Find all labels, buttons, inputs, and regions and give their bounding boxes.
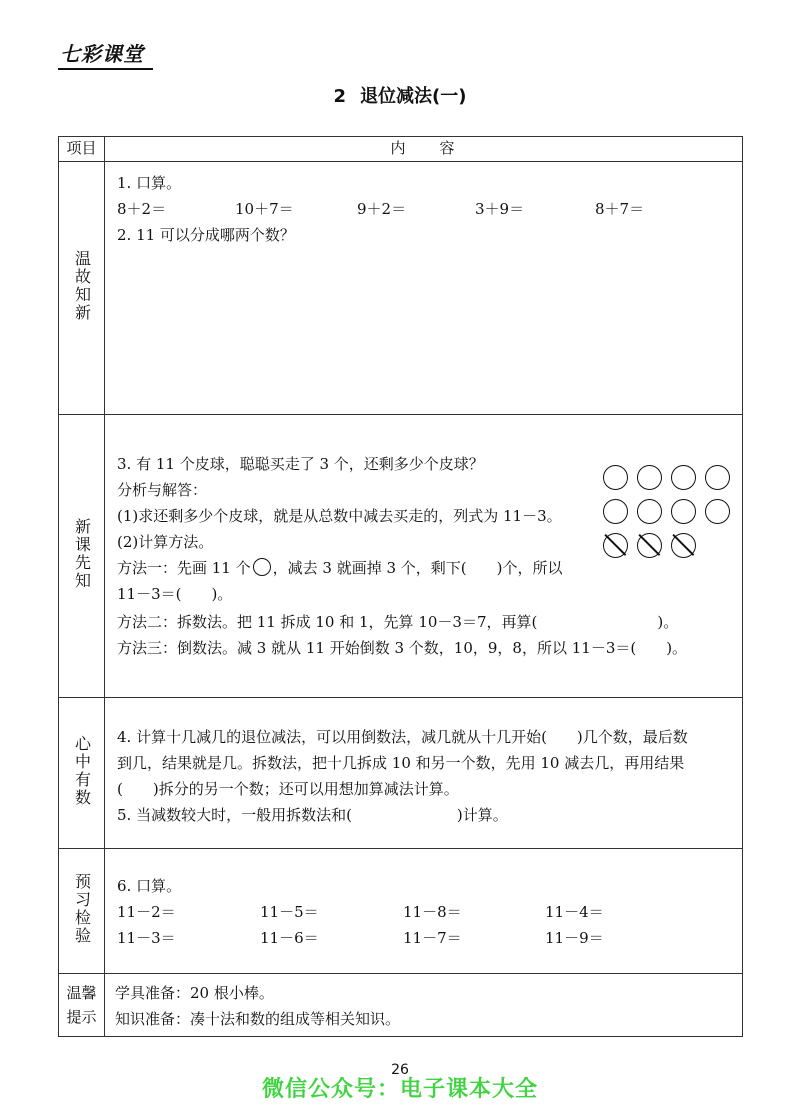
q1-text: 1. 口算。 <box>117 174 182 192</box>
worksheet-table <box>58 136 743 1037</box>
review-content <box>105 162 743 415</box>
tips-label-line-1: 温馨 <box>66 984 97 1002</box>
q1-item-4: 3＋9＝ <box>475 200 525 218</box>
q6-item: 11－8＝ <box>403 903 462 921</box>
tips-label-cell <box>59 974 105 1037</box>
header-content-char-2: 容 <box>439 139 457 157</box>
circle-icon <box>253 558 271 576</box>
preview-label: 新课先知 <box>72 518 92 590</box>
section-title: 退位减法(一) <box>360 86 467 107</box>
header-content-char-1: 内 <box>390 139 408 157</box>
table-header-row <box>59 137 743 162</box>
q4-line-1: 4. 计算十几减几的退位减法，可以用倒数法，减几就从十几开始( )几个数，最后数 <box>117 728 688 746</box>
q4-line-2: 到几，结果就是几。拆数法，把十几拆成 10 和另一个数，先用 10 减去几，再用结果 <box>117 754 685 772</box>
ball-icon <box>637 465 662 490</box>
q6-item: 11－4＝ <box>545 903 604 921</box>
ball-icon <box>705 465 730 490</box>
step1-text: (1)求还剩多少个皮球，就是从总数中减去买走的，列式为 11－3。 <box>117 507 562 525</box>
summary-row <box>59 698 743 849</box>
q4-line-3: ( )拆分的另一个数；还可以用想加算减法计算。 <box>117 780 459 798</box>
check-label: 预习检验 <box>72 873 92 945</box>
review-row <box>59 162 743 415</box>
check-label-cell <box>59 849 105 974</box>
q3-text: 3. 有 11 个皮球，聪聪买走了 3 个，还剩多少个皮球？ <box>117 455 484 473</box>
header-item-cell: 项目 <box>59 137 105 162</box>
q6-item: 11－9＝ <box>545 929 604 947</box>
preview-content <box>105 415 743 698</box>
q6-text: 6. 口算。 <box>117 877 182 895</box>
ball-icon <box>603 465 628 490</box>
method1-text-a: 方法一：先画 11 个 <box>117 559 251 577</box>
method3-text: 方法三：倒数法。减 3 就从 11 开始倒数 3 个数，10，9，8，所以 11－3＝( )。 <box>117 639 688 657</box>
q2-text: 2. 11 可以分成哪两个数？ <box>117 226 295 244</box>
header-content-cell <box>105 137 743 162</box>
watermark: 微信公众号：电子课本大全 <box>261 1077 538 1102</box>
q6-item: 11－6＝ <box>260 929 319 947</box>
q5-text: 5. 当减数较大时，一般用拆数法和( )计算。 <box>117 806 508 824</box>
method1-text-b: ，减去 3 就画掉 3 个，剩下( )个，所以 <box>272 559 563 577</box>
method2-text: 方法二：拆数法。把 11 拆成 10 和 1，先算 10－3＝7，再算( )。 <box>117 613 679 631</box>
q6-item: 11－5＝ <box>260 903 319 921</box>
q1-item-5: 8＋7＝ <box>595 200 645 218</box>
q1-item-1: 8＋2＝ <box>117 200 167 218</box>
tools-prep: 学具准备：20 根小棒。 <box>115 984 274 1002</box>
review-label: 温故知新 <box>72 250 92 322</box>
ball-icon <box>603 499 628 524</box>
logo-underline <box>58 68 153 70</box>
summary-label: 心中有数 <box>72 735 92 807</box>
check-row <box>59 849 743 974</box>
crossed-ball-icon <box>671 533 696 558</box>
crossed-ball-icon <box>637 533 662 558</box>
check-content <box>105 849 743 974</box>
knowledge-prep: 知识准备：凑十法和数的组成等相关知识。 <box>115 1010 401 1028</box>
review-label-cell <box>59 162 105 415</box>
tips-label-line-2: 提示 <box>66 1008 97 1026</box>
preview-label-cell <box>59 415 105 698</box>
method1-result: 11－3＝( )。 <box>117 585 233 603</box>
ball-icon <box>705 499 730 524</box>
tips-content <box>105 974 743 1037</box>
analysis-label: 分析与解答： <box>117 481 208 499</box>
section-number: 2 <box>333 86 347 107</box>
ball-icon <box>671 465 696 490</box>
q6-item: 11－3＝ <box>117 929 176 947</box>
preview-row <box>59 415 743 698</box>
q6-item: 11－7＝ <box>403 929 462 947</box>
step2-text: (2)计算方法。 <box>117 533 214 551</box>
q1-item-2: 10＋7＝ <box>235 200 294 218</box>
ball-icon <box>637 499 662 524</box>
summary-label-cell <box>59 698 105 849</box>
tips-row <box>59 974 743 1037</box>
method1-line <box>117 557 563 578</box>
q1-item-3: 9＋2＝ <box>357 200 407 218</box>
ball-icon <box>671 499 696 524</box>
page-title <box>0 82 800 108</box>
publisher-logo: 七彩课堂 <box>60 42 144 66</box>
crossed-ball-icon <box>603 533 628 558</box>
summary-content <box>105 698 743 849</box>
page-number: 26 <box>391 1062 409 1078</box>
q6-item: 11－2＝ <box>117 903 176 921</box>
